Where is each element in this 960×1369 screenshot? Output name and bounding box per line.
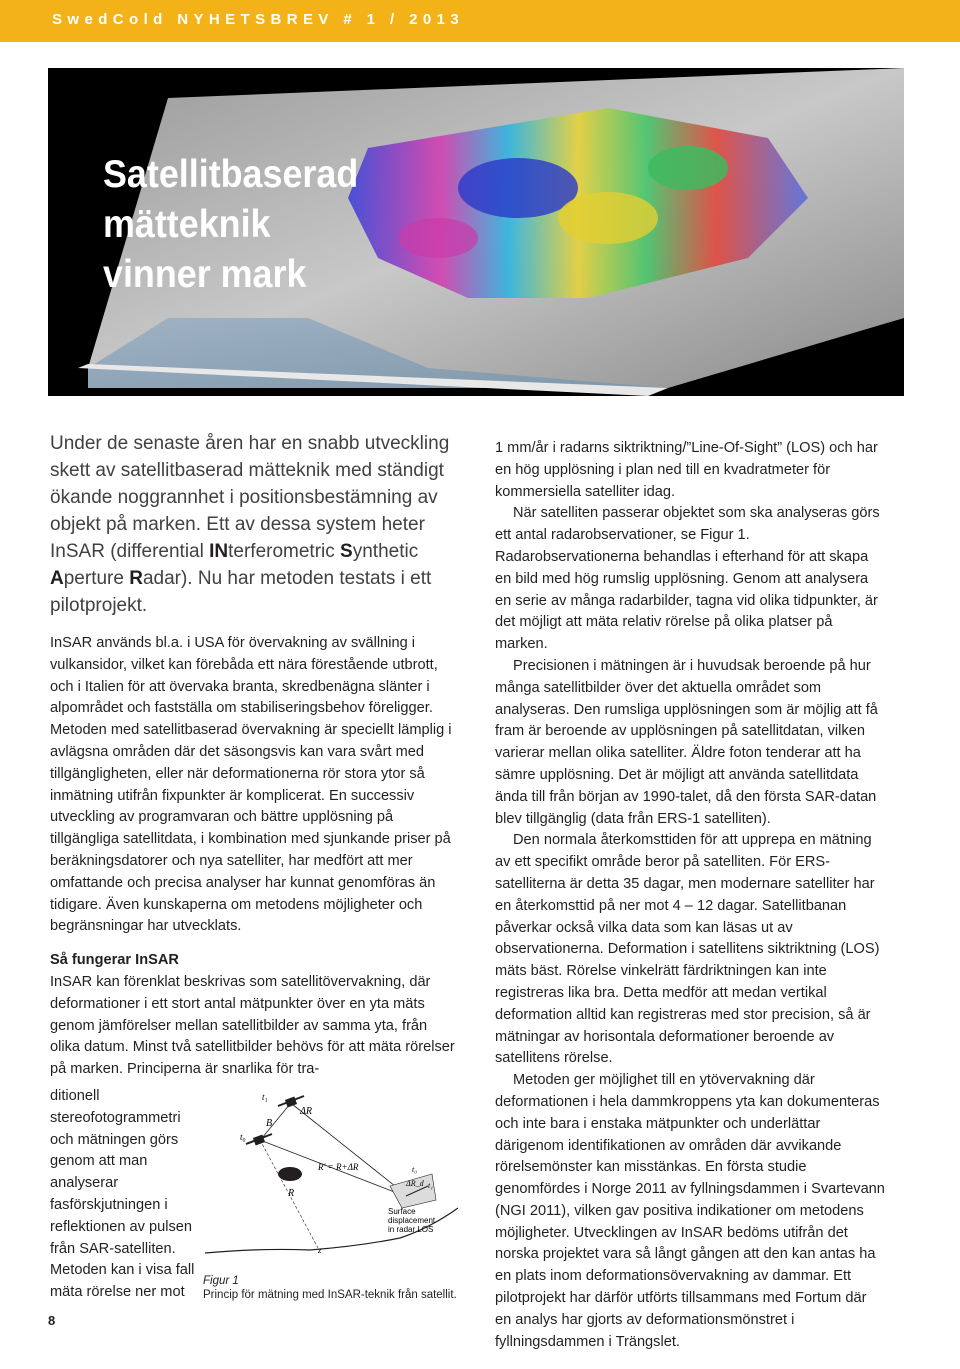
label-z: z bbox=[318, 1245, 322, 1255]
intro-bold-s: S bbox=[340, 541, 353, 562]
body-paragraph: Precisionen i mätningen är i huvudsak beroende på hur många satellitbilder över det aktuella området som analyseras. Den rumsliga upplösningen som är möjlig att få fram är beroende av upplösningen på satellitdatan, vilken varierar mellan olika satelliter. Äldre foton tenderar att ha sämre upplösning. Det är möjligt att använda satellitdata ända till från början av 1990-talet, då den första SAR-datan blev tillgänglig (data från ERS-1 satelliten). bbox=[495, 657, 878, 827]
section-heading: Så fungerar InSAR bbox=[50, 952, 179, 969]
title-line-1: Satellitbaserad bbox=[103, 153, 359, 196]
label-r-prime: R' = R+ΔR bbox=[318, 1162, 359, 1172]
article-title bbox=[103, 150, 358, 300]
insar-principle-diagram bbox=[200, 1088, 462, 1270]
intro-text-2: terferometric bbox=[228, 541, 341, 562]
label-t0-ground: t₀ bbox=[412, 1165, 418, 1174]
label-delta-rd: ΔR_d bbox=[406, 1179, 424, 1188]
caption-text: Princip för mätning med InSAR-teknik från satellit. bbox=[203, 1289, 457, 1301]
body-paragraph: InSAR kan förenklat beskrivas som satellitövervakning, där deformationer i ett stort antal mätpunkter över en yta mäts genom jämförelser mellan satellitbilder av samma yta, från olika datum. Minst två satellitbilder behövs för att mäta rörelser på marken. Principerna är snarlika för tra- bbox=[50, 973, 455, 1078]
intro-text-4: perture bbox=[63, 568, 130, 589]
body-paragraph: InSAR används bl.a. i USA för övervakning av svällning i vulkansidor, vilket kan förebåda ett nära förestående utbrott, och i Italien för att övervaka branta, skredbenägna slänter i alpområdet och fastställa om stabiliseringsbehov föreligger. Metoden med satellitbaserad övervakning är speciellt lämplig i avlägsna områden där det säsongsvis kan vara svårt med tillgängligheten, eller när deformationerna rör stora ytor så inmätning utifrån fixpunkter är komplicerat. En successiv utveckling av programvaran och bättre upplösning på tillgängliga satellitdata, i kombination med sjunkande priser på beräkningsdatorer och nya satelliter, har medfört att mer omfattande och precisa analyser har kunnat genomföras än tidigare. Även kunskaperna om metodens möjligheter och begränsningar har utvecklats. bbox=[50, 635, 452, 935]
figure-caption bbox=[203, 1274, 457, 1302]
body-paragraph: Den normala återkomsttiden för att upprepa en mätning av ett specifikt område beror på satelliten. För ERS-satelliterna är detta 35 dagar, men modernare satelliter har en återkomsttid på ner mot 4 – 12 dagar. Satellitbanan påverkar också vilka data som kan läsas ut av observationerna. Deformation i satellitens siktriktning (LOS) mäts bäst. Rörelse vinkelrätt färdriktningen kan inte registreras lika bra. Detta medför att medan vertikal deformation alltid kan registreras med stor precision, så är mätningar av horisontala deformationer beroende av satellitens rörelse. bbox=[495, 832, 880, 1067]
intro-text-3: ynthetic bbox=[352, 541, 419, 562]
caption-label: Figur 1 bbox=[203, 1275, 239, 1287]
label-surface-1: Surface bbox=[388, 1207, 416, 1216]
label-surface-3: in radar LOS bbox=[388, 1225, 434, 1234]
right-column bbox=[495, 438, 885, 1353]
newsletter-header: SwedCold NYHETSBREV # 1 / 2013 bbox=[52, 11, 465, 28]
intro-paragraph bbox=[50, 430, 460, 619]
intro-bold-a: A bbox=[50, 568, 64, 589]
label-surface-2: displacement bbox=[388, 1216, 436, 1225]
intro-text-1: Under de senaste åren har en snabb utveckling skett av satellitbaserad mätteknik med ständigt ökande noggrannhet i positionsbestämning av objekt på marken. Ett av dessa system heter InSAR (differential bbox=[50, 433, 450, 562]
title-line-2: mätteknik bbox=[103, 203, 271, 246]
intro-bold-in: IN bbox=[209, 541, 229, 562]
label-r: R bbox=[288, 1188, 295, 1199]
body-paragraph: 1 mm/år i radarns siktriktning/”Line-Of-Sight” (LOS) och har en hög upplösning i plan ned till en kvadratmeter för kommersiella satelliter idag. bbox=[495, 440, 878, 500]
page-number: 8 bbox=[48, 1313, 56, 1328]
label-t1-ground: t₁ bbox=[428, 1181, 434, 1190]
intro-text-5: adar). Nu har metoden testats i ett pilotprojekt. bbox=[50, 568, 432, 616]
label-t0: t₀ bbox=[240, 1132, 246, 1142]
intro-bold-r: R bbox=[129, 568, 143, 589]
label-delta-r: ΔR bbox=[300, 1106, 312, 1117]
wrap-paragraph: ditionell stereofotogrammetri och mätningen görs genom att man analyserar fasförskjutningen i reflektionen av pulsen från SAR-satelliten. Metoden kan i visa fall mäta rörelse ner mot bbox=[50, 1088, 195, 1301]
body-paragraph: När satelliten passerar objektet som ska analyseras görs ett antal radarobservationer, se Figur 1. Radarobservationerna behandlas i efterhand för att skapa en bild med hög rumslig upplösning. Genom att analysera en serie av många radarbilder, tagna vid olika tidpunkter, är det möjligt att mäta relativ rörelse på olika platser på marken. bbox=[495, 505, 880, 653]
cloud-icon bbox=[278, 1167, 302, 1181]
left-column bbox=[50, 633, 460, 1081]
header-bar bbox=[0, 0, 960, 42]
title-line-3: vinner mark bbox=[103, 253, 307, 296]
body-paragraph: Metoden ger möjlighet till en ytövervakning där deformationen i hela dammkroppens yta kan dokumenteras och inte bara i enstaka mätpunkter och underlättar därigenom identifikationen av områden där avvikande rörelsemönster kan misstänkas. En första studie genomfördes i Norge 2011 av fyllningsdammen i Svartevann (NGI 2011), vilken gav positiva indikationer om metodens möjligheter. Utvecklingen av InSAR bedöms utifrån det norska projektet vara så långt gången att den kan antas ha en plats inom deformationsövervakning av dammar. Ett pilotprojekt har därför utförts tillsammans med Fortum där en analys har gjorts av deformationsmönstret i fyllningsdammen i Trängslet. bbox=[495, 1072, 885, 1350]
label-t1: t₁ bbox=[262, 1092, 268, 1102]
label-b: B bbox=[266, 1118, 273, 1129]
